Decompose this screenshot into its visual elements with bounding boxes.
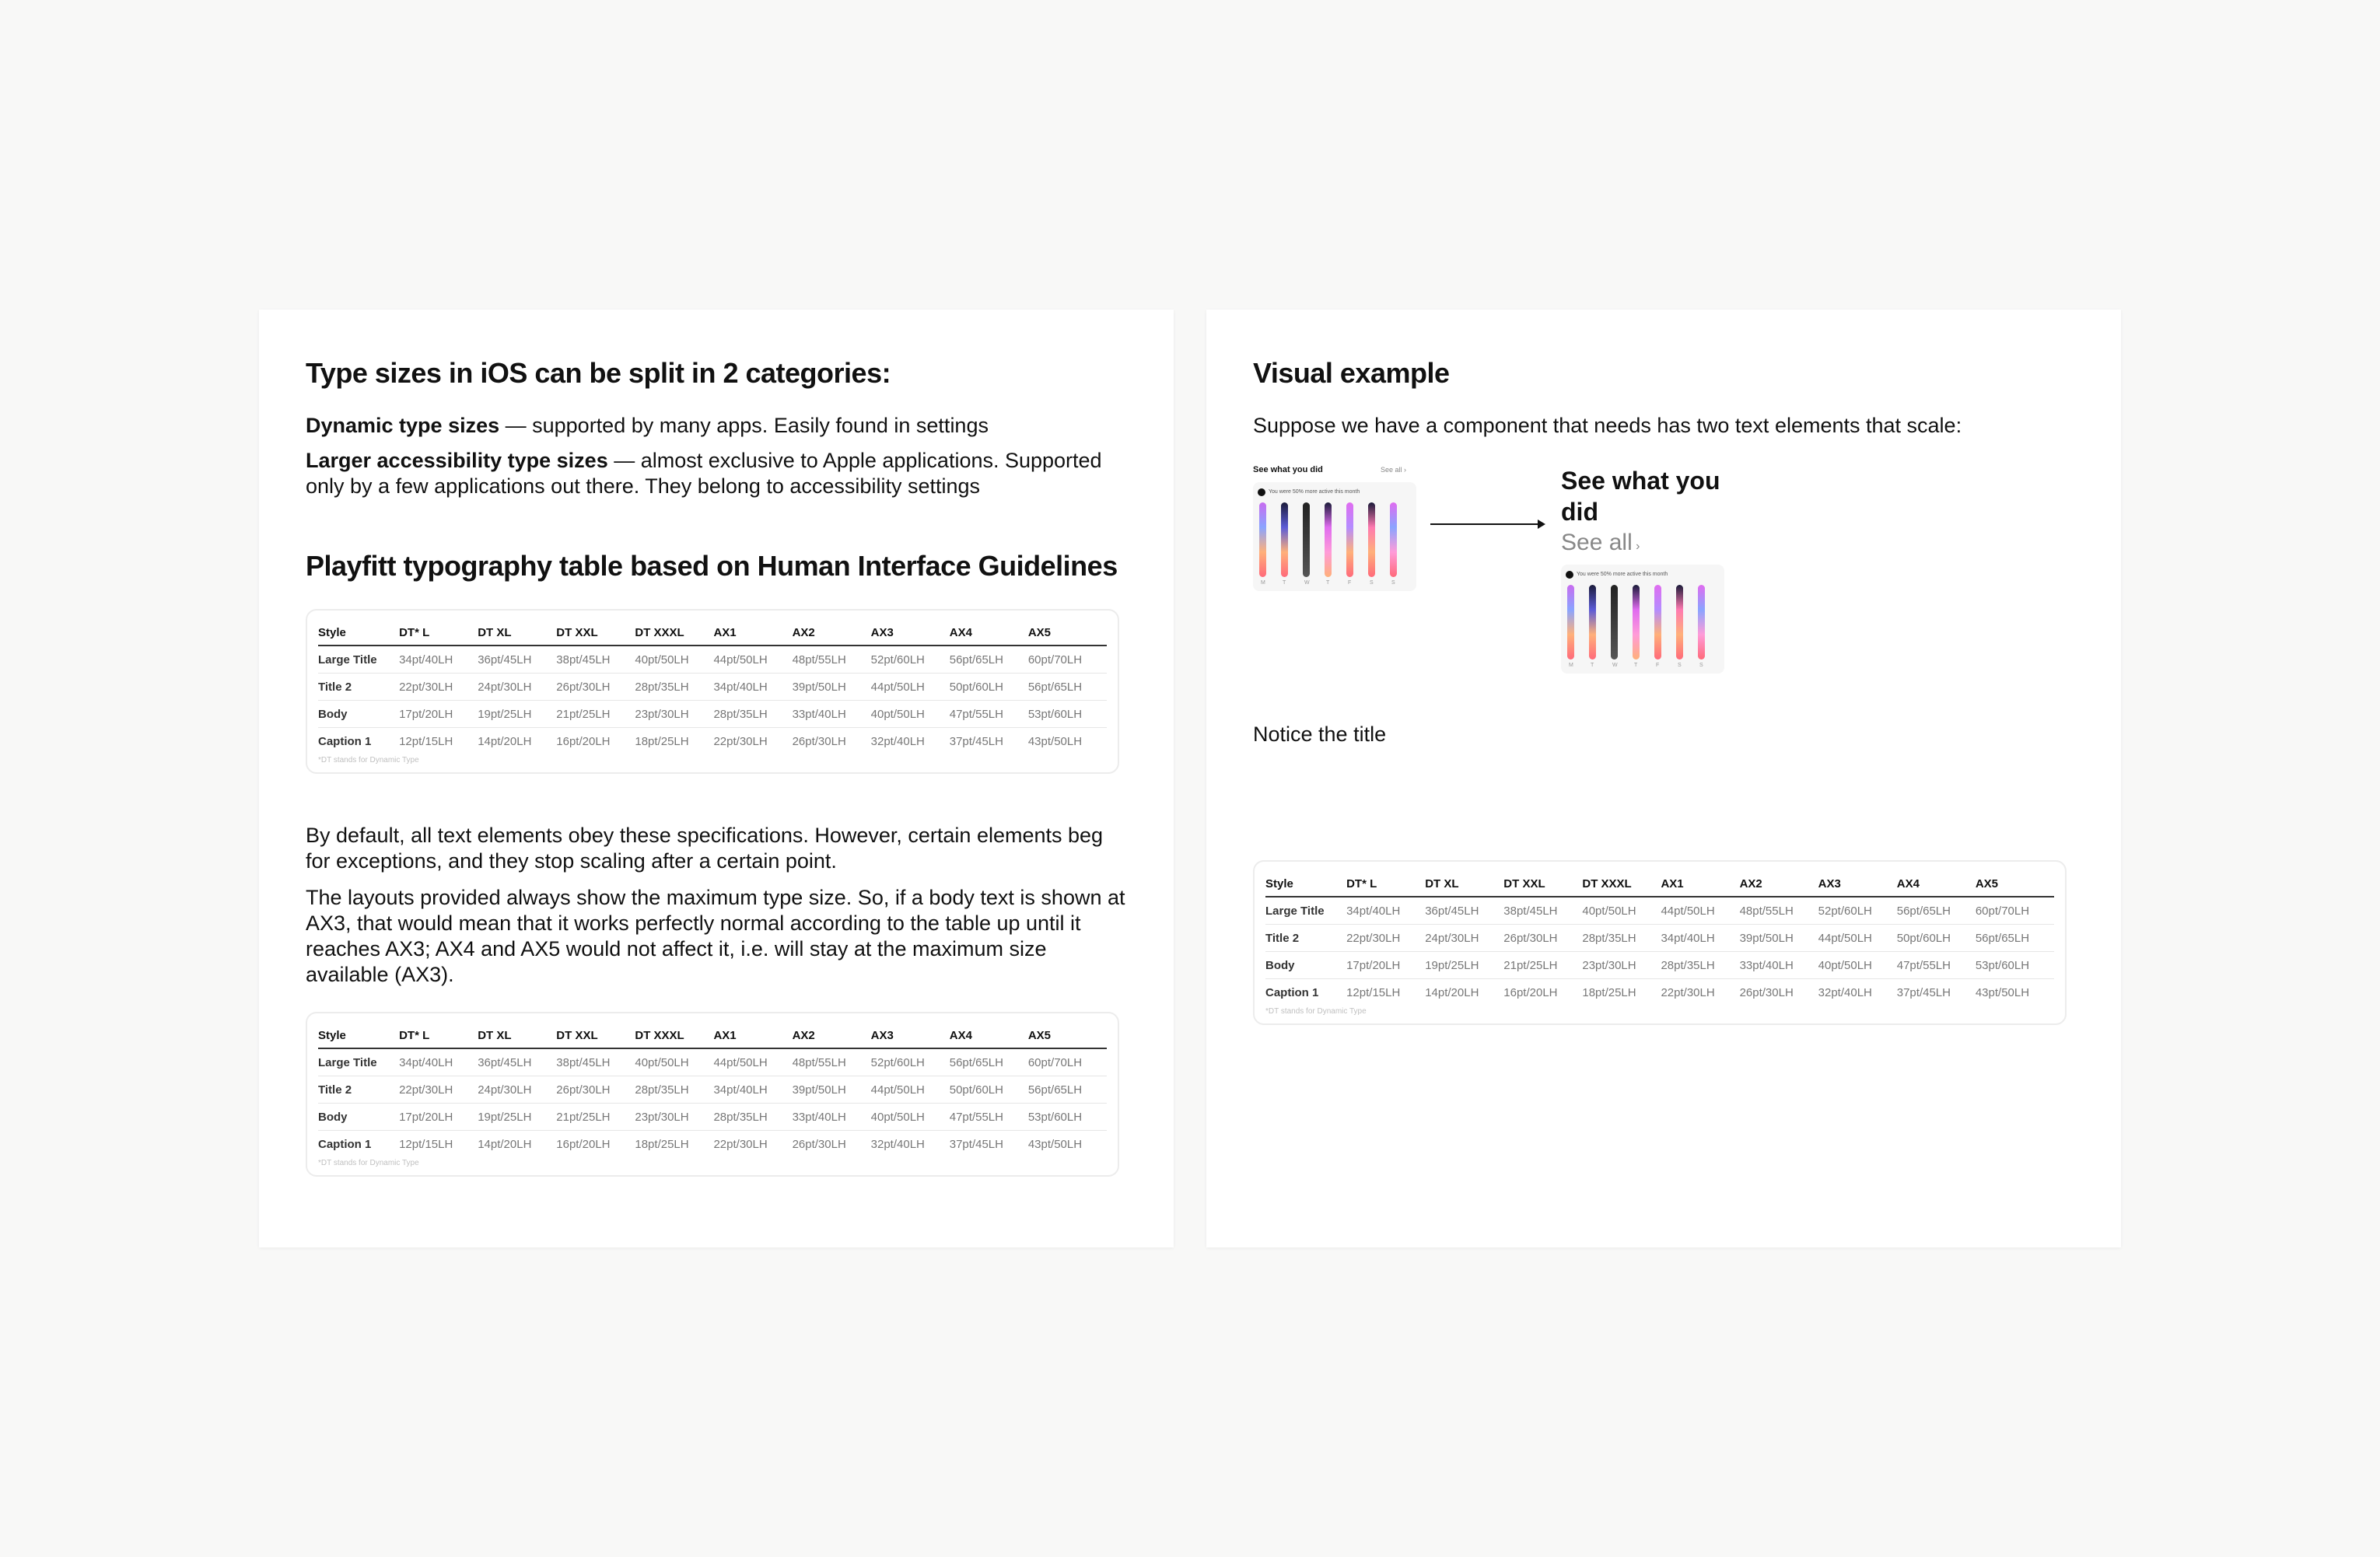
activity-bar bbox=[1676, 585, 1683, 660]
size-cell: 40pt/50LH bbox=[635, 1048, 713, 1076]
activity-bar bbox=[1390, 502, 1397, 577]
column-header: AX5 bbox=[1028, 1023, 1107, 1048]
right-card bbox=[1206, 310, 2121, 1247]
column-header: AX3 bbox=[1818, 871, 1897, 897]
large-stat-text: You were 50% more active this month bbox=[1577, 572, 1668, 577]
default-behavior-paragraph: By default, all text elements obey these specifications. However, certain elements beg for exceptions, and they stop scaling after a certain point. bbox=[306, 824, 1104, 873]
day-label: F bbox=[1348, 580, 1352, 586]
size-cell: 36pt/45LH bbox=[1425, 897, 1503, 925]
column-header: DT* L bbox=[399, 1023, 478, 1048]
size-cell: 23pt/30LH bbox=[635, 1104, 713, 1131]
size-cell: 44pt/50LH bbox=[871, 674, 950, 701]
style-name-cell: Caption 1 bbox=[1265, 985, 1319, 999]
style-name-cell: Large Title bbox=[318, 1048, 399, 1076]
size-cell: 40pt/50LH bbox=[1818, 952, 1897, 979]
size-cell: 14pt/20LH bbox=[478, 734, 532, 748]
size-cell: 56pt/65LH bbox=[1976, 925, 2054, 952]
size-cell: 52pt/60LH bbox=[1818, 897, 1897, 925]
typography-table-a bbox=[306, 609, 1119, 774]
size-cell: 43pt/50LH bbox=[1027, 1137, 1083, 1151]
size-cell: 34pt/40LH bbox=[713, 674, 792, 701]
size-cell: 44pt/50LH bbox=[1818, 925, 1897, 952]
size-cell: 48pt/55LH bbox=[1740, 897, 1818, 925]
size-cell: 32pt/40LH bbox=[870, 734, 925, 748]
size-cell: 22pt/30LH bbox=[1661, 985, 1715, 999]
size-cell: 26pt/30LH bbox=[792, 734, 846, 748]
size-cell: 44pt/50LH bbox=[1661, 897, 1739, 925]
size-cell: 12pt/15LH bbox=[399, 734, 453, 748]
spec-table bbox=[318, 620, 1107, 754]
table-row bbox=[318, 1048, 1107, 1076]
column-header: AX4 bbox=[950, 620, 1028, 646]
size-cell: 22pt/30LH bbox=[1346, 925, 1425, 952]
day-label: M bbox=[1569, 663, 1573, 668]
column-header: AX3 bbox=[871, 1023, 950, 1048]
chevron-right-icon: › bbox=[1632, 540, 1640, 553]
size-cell: 18pt/25LH bbox=[1582, 985, 1636, 999]
arrow-right-icon bbox=[1538, 520, 1545, 529]
large-widget-see-all bbox=[1561, 529, 1640, 561]
style-name-cell: Title 2 bbox=[1265, 925, 1346, 952]
column-header: Style bbox=[318, 1023, 399, 1048]
size-cell: 16pt/20LH bbox=[556, 734, 611, 748]
size-cell: 12pt/15LH bbox=[399, 1137, 453, 1151]
table-row bbox=[318, 674, 1107, 701]
size-cell: 53pt/60LH bbox=[1028, 701, 1107, 728]
activity-bar bbox=[1281, 502, 1288, 577]
size-cell: 47pt/55LH bbox=[950, 701, 1028, 728]
size-cell: 53pt/60LH bbox=[1976, 952, 2054, 979]
column-header: AX4 bbox=[950, 1023, 1028, 1048]
size-cell: 33pt/40LH bbox=[793, 701, 871, 728]
column-header: DT* L bbox=[399, 620, 478, 646]
style-name-cell: Title 2 bbox=[318, 1076, 399, 1104]
size-cell: 22pt/30LH bbox=[713, 1137, 768, 1151]
day-label: S bbox=[1699, 663, 1703, 668]
size-cell: 17pt/20LH bbox=[399, 1104, 478, 1131]
small-activity-box bbox=[1253, 482, 1416, 591]
size-cell: 36pt/45LH bbox=[478, 1048, 556, 1076]
table-header-row bbox=[318, 620, 1107, 646]
size-cell: 16pt/20LH bbox=[1503, 985, 1558, 999]
chevron-right-icon: › bbox=[1404, 466, 1407, 474]
column-header: AX4 bbox=[1897, 871, 1976, 897]
table-row bbox=[318, 1104, 1107, 1131]
size-cell: 60pt/70LH bbox=[1028, 1048, 1107, 1076]
activity-bar bbox=[1303, 502, 1310, 577]
column-header: DT XXL bbox=[556, 620, 635, 646]
size-cell: 28pt/35LH bbox=[1661, 952, 1739, 979]
small-widget-see-all bbox=[1381, 466, 1406, 474]
size-cell: 37pt/45LH bbox=[1896, 985, 1951, 999]
size-cell: 19pt/25LH bbox=[478, 701, 556, 728]
accessibility-type-label: Larger accessibility type sizes bbox=[306, 449, 608, 472]
size-cell: 23pt/30LH bbox=[1582, 952, 1661, 979]
size-cell: 47pt/55LH bbox=[1897, 952, 1976, 979]
size-cell: 28pt/35LH bbox=[1582, 925, 1661, 952]
size-cell: 40pt/50LH bbox=[871, 701, 950, 728]
size-cell: 26pt/30LH bbox=[556, 1076, 635, 1104]
typography-table-c bbox=[1253, 860, 2067, 1025]
size-cell: 50pt/60LH bbox=[950, 674, 1028, 701]
table-footnote: *DT stands for Dynamic Type bbox=[318, 1159, 419, 1167]
size-cell: 44pt/50LH bbox=[713, 646, 792, 674]
size-cell: 21pt/25LH bbox=[556, 1104, 635, 1131]
column-header: AX2 bbox=[793, 1023, 871, 1048]
accessibility-type-desc: — almost exclusive to Apple applications. Supported only by a few applications out there. They belong to accessibility settings bbox=[306, 449, 1102, 498]
arrow-line bbox=[1430, 523, 1539, 525]
size-cell: 26pt/30LH bbox=[1739, 985, 1794, 999]
size-cell: 38pt/45LH bbox=[1503, 897, 1582, 925]
size-cell: 17pt/20LH bbox=[1346, 952, 1425, 979]
size-cell: 56pt/65LH bbox=[1897, 897, 1976, 925]
style-name-cell: Title 2 bbox=[318, 674, 399, 701]
size-cell: 36pt/45LH bbox=[478, 646, 556, 674]
large-activity-box bbox=[1561, 565, 1724, 674]
size-cell: 52pt/60LH bbox=[871, 646, 950, 674]
style-name-cell: Body bbox=[318, 701, 399, 728]
size-cell: 28pt/35LH bbox=[713, 701, 792, 728]
size-cell: 39pt/50LH bbox=[1740, 925, 1818, 952]
size-cell: 28pt/35LH bbox=[635, 1076, 713, 1104]
left-card bbox=[259, 310, 1174, 1247]
table-header-row bbox=[318, 1023, 1107, 1048]
day-label: S bbox=[1370, 580, 1374, 586]
size-cell: 52pt/60LH bbox=[871, 1048, 950, 1076]
size-cell: 40pt/50LH bbox=[1582, 897, 1661, 925]
column-header: AX1 bbox=[1661, 871, 1739, 897]
activity-bar bbox=[1698, 585, 1705, 660]
day-label: W bbox=[1612, 663, 1618, 668]
size-cell: 34pt/40LH bbox=[399, 646, 478, 674]
day-label: T bbox=[1326, 580, 1330, 586]
size-cell: 50pt/60LH bbox=[950, 1076, 1028, 1104]
style-name-cell: Body bbox=[1265, 952, 1346, 979]
small-widget-preview bbox=[1253, 465, 1416, 594]
size-cell: 24pt/30LH bbox=[478, 1076, 556, 1104]
size-cell: 34pt/40LH bbox=[713, 1076, 792, 1104]
size-cell: 23pt/30LH bbox=[635, 701, 713, 728]
size-cell: 18pt/25LH bbox=[635, 1137, 689, 1151]
typography-table-heading: Playfitt typography table based on Human Interface Guidelines bbox=[306, 550, 1118, 582]
dynamic-type-paragraph bbox=[306, 413, 1130, 439]
size-cell: 34pt/40LH bbox=[399, 1048, 478, 1076]
table-row bbox=[1265, 979, 2054, 1006]
size-cell: 56pt/65LH bbox=[950, 1048, 1028, 1076]
size-cell: 12pt/15LH bbox=[1346, 985, 1401, 999]
size-cell: 18pt/25LH bbox=[635, 734, 689, 748]
typography-table-b bbox=[306, 1012, 1119, 1177]
day-label: M bbox=[1261, 580, 1265, 586]
activity-bar bbox=[1346, 502, 1353, 577]
day-label: T bbox=[1591, 663, 1594, 668]
accessibility-type-paragraph bbox=[306, 448, 1130, 499]
activity-bar bbox=[1589, 585, 1596, 660]
column-header: AX1 bbox=[713, 1023, 792, 1048]
size-cell: 43pt/50LH bbox=[1975, 985, 2030, 999]
style-name-cell: Body bbox=[318, 1104, 399, 1131]
style-name-cell: Caption 1 bbox=[318, 734, 372, 748]
layouts-paragraph: The layouts provided always show the maximum type size. So, if a body text is shown at AX3, that would mean that it works perfectly normal according to the table up until it reaches AX3; AX4 and AX5 would not affect it, i.e. will stay at the maximum size available (AX3). bbox=[306, 886, 1125, 986]
table-header-row bbox=[1265, 871, 2054, 897]
column-header: DT XXXL bbox=[635, 620, 713, 646]
table-row bbox=[318, 1131, 1107, 1158]
size-cell: 24pt/30LH bbox=[1425, 925, 1503, 952]
day-label: W bbox=[1304, 580, 1310, 586]
table-row bbox=[1265, 925, 2054, 952]
size-cell: 40pt/50LH bbox=[635, 646, 713, 674]
column-header: AX5 bbox=[1028, 620, 1107, 646]
size-cell: 33pt/40LH bbox=[793, 1104, 871, 1131]
size-cell: 37pt/45LH bbox=[949, 734, 1003, 748]
size-cell: 22pt/30LH bbox=[713, 734, 768, 748]
large-see-all-label: See all bbox=[1561, 530, 1633, 555]
size-cell: 39pt/50LH bbox=[793, 1076, 871, 1104]
size-cell: 53pt/60LH bbox=[1028, 1104, 1107, 1131]
visual-example-intro: Suppose we have a component that needs has two text elements that scale: bbox=[1253, 414, 1962, 437]
size-cell: 56pt/65LH bbox=[1028, 1076, 1107, 1104]
column-header: DT XL bbox=[478, 620, 556, 646]
size-cell: 37pt/45LH bbox=[949, 1137, 1003, 1151]
column-header: AX2 bbox=[793, 620, 871, 646]
visual-example-heading: Visual example bbox=[1253, 357, 1450, 389]
table-row bbox=[1265, 897, 2054, 925]
table-row bbox=[318, 701, 1107, 728]
activity-bar bbox=[1325, 502, 1332, 577]
size-cell: 33pt/40LH bbox=[1740, 952, 1818, 979]
size-cell: 60pt/70LH bbox=[1976, 897, 2054, 925]
column-header: AX5 bbox=[1976, 871, 2054, 897]
size-cell: 21pt/25LH bbox=[556, 701, 635, 728]
column-header: DT XXXL bbox=[635, 1023, 713, 1048]
size-cell: 28pt/35LH bbox=[635, 674, 713, 701]
dynamic-type-desc: — supported by many apps. Easily found in settings bbox=[499, 414, 989, 437]
column-header: DT XXXL bbox=[1582, 871, 1661, 897]
table-row bbox=[318, 646, 1107, 674]
notice-text: Notice the title bbox=[1253, 723, 1387, 746]
size-cell: 32pt/40LH bbox=[870, 1137, 925, 1151]
size-cell: 28pt/35LH bbox=[713, 1104, 792, 1131]
column-header: DT* L bbox=[1346, 871, 1425, 897]
style-name-cell: Large Title bbox=[318, 646, 399, 674]
column-header: DT XXL bbox=[1503, 871, 1582, 897]
size-cell: 14pt/20LH bbox=[478, 1137, 532, 1151]
spec-table bbox=[318, 1023, 1107, 1157]
size-cell: 17pt/20LH bbox=[399, 701, 478, 728]
style-name-cell: Caption 1 bbox=[318, 1137, 372, 1151]
activity-bar bbox=[1611, 585, 1618, 660]
column-header: AX2 bbox=[1740, 871, 1818, 897]
size-cell: 39pt/50LH bbox=[793, 674, 871, 701]
size-cell: 19pt/25LH bbox=[1425, 952, 1503, 979]
column-header: Style bbox=[1265, 871, 1346, 897]
size-cell: 21pt/25LH bbox=[1503, 952, 1582, 979]
size-cell: 32pt/40LH bbox=[1818, 985, 1872, 999]
size-cell: 44pt/50LH bbox=[713, 1048, 792, 1076]
size-cell: 19pt/25LH bbox=[478, 1104, 556, 1131]
day-label: S bbox=[1391, 580, 1395, 586]
table-row bbox=[1265, 952, 2054, 979]
size-cell: 60pt/70LH bbox=[1028, 646, 1107, 674]
size-cell: 44pt/50LH bbox=[871, 1076, 950, 1104]
column-header: Style bbox=[318, 620, 399, 646]
small-widget-title: See what you did bbox=[1253, 465, 1323, 474]
size-cell: 48pt/55LH bbox=[793, 646, 871, 674]
column-header: DT XL bbox=[478, 1023, 556, 1048]
size-cell: 22pt/30LH bbox=[399, 674, 478, 701]
size-cell: 38pt/45LH bbox=[556, 1048, 635, 1076]
column-header: AX1 bbox=[713, 620, 792, 646]
size-cell: 34pt/40LH bbox=[1661, 925, 1739, 952]
column-header: DT XL bbox=[1425, 871, 1503, 897]
size-cell: 50pt/60LH bbox=[1897, 925, 1976, 952]
activity-bar bbox=[1368, 502, 1375, 577]
size-cell: 26pt/30LH bbox=[792, 1137, 846, 1151]
dynamic-type-label: Dynamic type sizes bbox=[306, 414, 500, 437]
style-name-cell: Large Title bbox=[1265, 897, 1346, 925]
spec-table bbox=[1265, 871, 2054, 1006]
size-cell: 26pt/30LH bbox=[556, 674, 635, 701]
size-cell: 40pt/50LH bbox=[871, 1104, 950, 1131]
table-row bbox=[318, 728, 1107, 755]
large-widget-preview bbox=[1561, 465, 1732, 675]
size-cell: 24pt/30LH bbox=[478, 674, 556, 701]
activity-bar bbox=[1654, 585, 1661, 660]
day-label: T bbox=[1283, 580, 1286, 586]
size-cell: 43pt/50LH bbox=[1027, 734, 1083, 748]
activity-bar bbox=[1259, 502, 1266, 577]
categories-heading: Type sizes in iOS can be split in 2 categories: bbox=[306, 357, 891, 389]
column-header: AX3 bbox=[871, 620, 950, 646]
size-cell: 26pt/30LH bbox=[1503, 925, 1582, 952]
size-cell: 22pt/30LH bbox=[399, 1076, 478, 1104]
small-see-all-label: See all bbox=[1381, 466, 1402, 474]
activity-bar bbox=[1567, 585, 1574, 660]
size-cell: 47pt/55LH bbox=[950, 1104, 1028, 1131]
table-footnote: *DT stands for Dynamic Type bbox=[1265, 1007, 1367, 1016]
size-cell: 38pt/45LH bbox=[556, 646, 635, 674]
info-icon bbox=[1258, 488, 1265, 496]
size-cell: 56pt/65LH bbox=[1028, 674, 1107, 701]
size-cell: 16pt/20LH bbox=[556, 1137, 611, 1151]
small-stat-text: You were 50% more active this month bbox=[1269, 489, 1360, 495]
column-header: DT XXL bbox=[556, 1023, 635, 1048]
day-label: T bbox=[1634, 663, 1638, 668]
table-row bbox=[318, 1076, 1107, 1104]
size-cell: 56pt/65LH bbox=[950, 646, 1028, 674]
day-label: S bbox=[1678, 663, 1682, 668]
size-cell: 14pt/20LH bbox=[1425, 985, 1479, 999]
size-cell: 48pt/55LH bbox=[793, 1048, 871, 1076]
large-widget-title: See what you did bbox=[1561, 467, 1720, 526]
day-label: F bbox=[1656, 663, 1660, 668]
table-footnote: *DT stands for Dynamic Type bbox=[318, 756, 419, 765]
size-cell: 34pt/40LH bbox=[1346, 897, 1425, 925]
info-icon bbox=[1566, 571, 1573, 579]
activity-bar bbox=[1633, 585, 1640, 660]
